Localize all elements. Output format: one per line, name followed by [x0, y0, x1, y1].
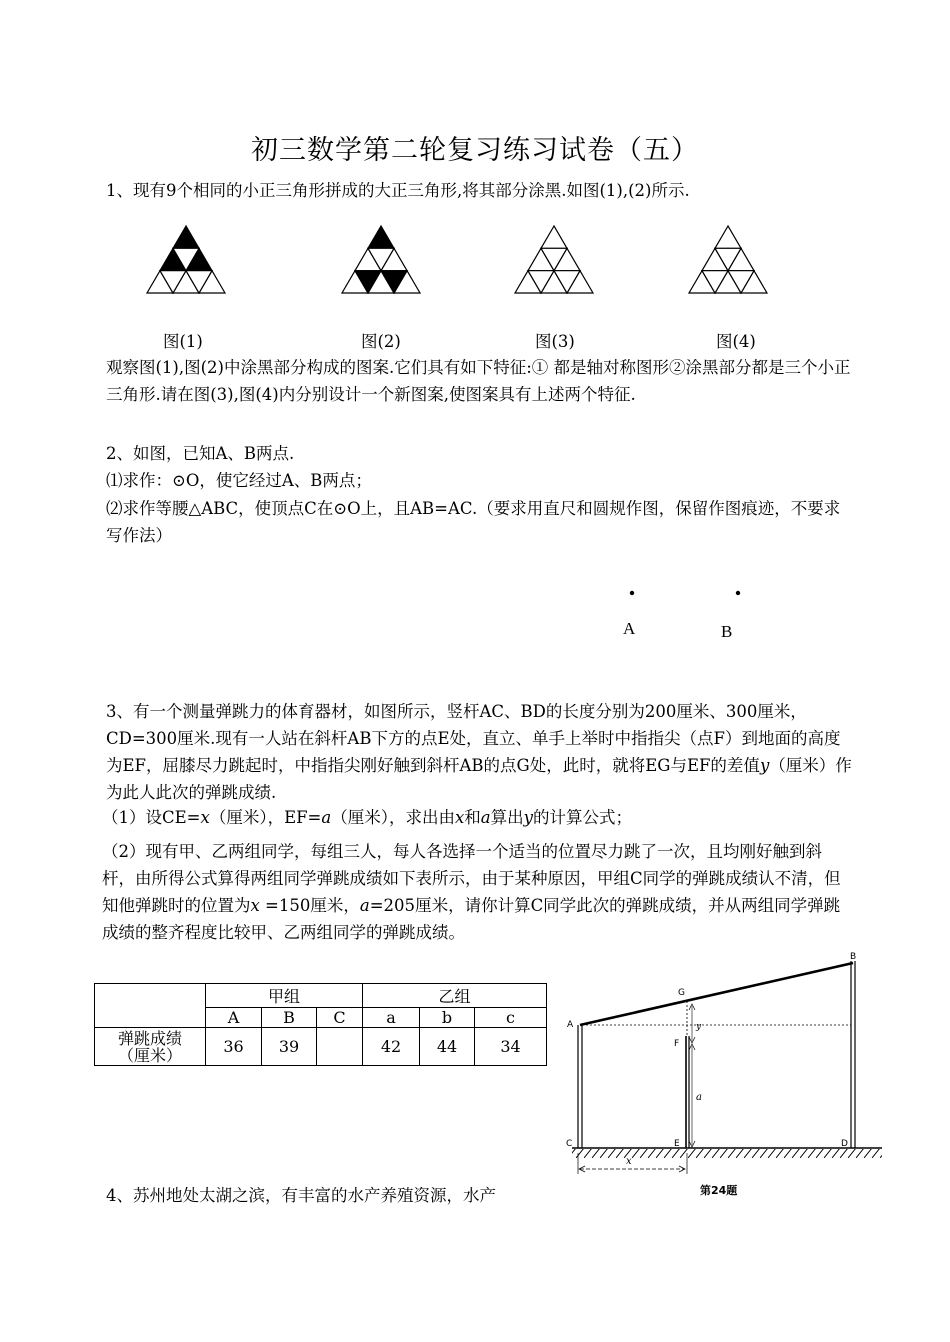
table-cell: 44: [420, 1028, 475, 1066]
table-row-label: [95, 1028, 206, 1066]
q1-figures: [0, 215, 950, 335]
label-a: A: [567, 1020, 574, 1030]
q3-p2-text-a: （2）现有甲、乙两组同学，每组三人，每人各选择一个适当的位置尽力跳了一次，且均刚好触到斜杆，由所得公式算得两组同学弹跳成绩如下表所示，由于某种原因，甲组C同学的弹跳成绩认不清，但知他弹跳时的位置为: [102, 842, 841, 915]
q3-p1-text-a: （1）设CE=: [102, 808, 201, 827]
small-triangle: [541, 226, 567, 248]
q3-intro-text-b: （厘米）作为此人此次的弹跳成绩.: [106, 756, 852, 802]
ground-hatch: [572, 1149, 882, 1158]
label-y: y: [696, 1022, 702, 1032]
label-b: B: [850, 952, 857, 962]
label-e: E: [674, 1139, 680, 1149]
q3-p1-var-x: x: [200, 808, 210, 827]
q2-points: [620, 585, 820, 605]
q3-p1-var-x2: x: [454, 808, 465, 827]
q3-intro-var-y: y: [759, 756, 770, 775]
caption-fig3: 图(3): [535, 332, 575, 351]
q3-p2-x-value: =150: [259, 896, 311, 915]
q3-intro-text-a: 3、有一个测量弹跳力的体育器材，如图所示，竖杆AC、BD的长度分别为200厘米、300厘米，CD=300厘米.现有一人站在斜杆AB下方的点E处，直立、单手上举时中指指尖（点F）到地面的高度为EF，屈膝尽力跳起时，中指指尖刚好触到斜杆AB的点G处，此时，就将EG与EF的差值: [106, 702, 841, 775]
table-col-header: A: [206, 1008, 262, 1028]
q3-p1-text-e: 算出: [490, 808, 524, 827]
label-c: C: [566, 1139, 573, 1149]
q3-p2-a-value: =205: [369, 896, 416, 915]
figure-caption: 第24题: [700, 1184, 738, 1197]
table-cell: [317, 1028, 363, 1066]
q2-intro: 2、如图，已知A、B两点.: [106, 444, 295, 463]
q4-intro: 4、苏州地处太湖之滨，有丰富的水产养殖资源，水产: [106, 1186, 496, 1205]
point-a-label: A: [623, 619, 636, 638]
table-corner-cell: [95, 984, 206, 1028]
table-cell: 42: [363, 1028, 420, 1066]
q3-part1: [102, 808, 632, 828]
q3-p1-text-b: （厘米），EF=: [209, 808, 322, 827]
table-group-yi: 乙组: [363, 984, 547, 1008]
table-col-header: c: [475, 1008, 547, 1028]
q1-body: 观察图(1),图(2)中涂黑部分构成的图案.它们具有如下特征:① 都是轴对称图形②涂黑部分都是三个小正三角形.请在图(3),图(4)内分别设计一个新图案,使图案具有上述两个特征.: [106, 358, 851, 404]
table-group-jia: 甲组: [206, 984, 363, 1008]
label-a-height: a: [696, 1092, 702, 1103]
q1-intro: 1、现有9个相同的小正三角形拼成的大正三角形,将其部分涂黑.如图(1),(2)所示.: [106, 181, 690, 200]
q3-part2: [102, 838, 854, 946]
point-a-dot: [630, 591, 634, 595]
table-col-header: C: [317, 1008, 363, 1028]
caption-fig1: 图(1): [163, 332, 203, 351]
q3-p2-text-b: 厘米，: [310, 896, 360, 915]
point-b-label: B: [721, 622, 733, 641]
row-label-line2: （厘米）: [117, 1045, 182, 1065]
caption-fig4: 图(4): [716, 332, 756, 351]
row-label-line1: 弹跳成绩: [117, 1028, 182, 1048]
label-x: x: [626, 1156, 632, 1167]
q3-p1-var-a: a: [321, 808, 332, 827]
q3-p1-text-f: 的计算公式；: [532, 808, 632, 827]
q3-p1-var-y: y: [523, 808, 533, 827]
slant-bar-ab: [580, 963, 853, 1025]
q3-p1-text-c: （厘米），求出由: [331, 808, 455, 827]
caption-fig2: 图(2): [361, 332, 401, 351]
q3-intro: [106, 698, 854, 806]
small-triangle: [715, 226, 741, 248]
q2-part2: ⑵求作等腰△ABC，使顶点C在⊙O上，且AB=AC.（要求用直尺和圆规作图，保留作图痕迹，不要求写作法）: [106, 499, 841, 545]
q3-p2-var-a: a: [359, 896, 370, 915]
table-cell: 39: [262, 1028, 317, 1066]
label-g: G: [678, 988, 685, 998]
small-triangle: [173, 226, 199, 248]
table-col-header: a: [363, 1008, 420, 1028]
q3-p1-var-a2: a: [480, 808, 491, 827]
label-d: D: [841, 1139, 848, 1149]
q3-p1-text-d: 和: [464, 808, 481, 827]
apparatus-figure: [560, 948, 900, 1208]
page-title: 初三数学第二轮复习练习试卷（五）: [251, 135, 699, 166]
q3-p2-var-x: x: [250, 896, 260, 915]
label-f: F: [674, 1039, 680, 1049]
q3-p2-text-c: 厘米，请你计算C同学此次的弹跳成绩，并从两组同学弹跳成绩的整齐程度比较甲、乙两组同学的弹跳成绩。: [102, 896, 841, 942]
table-col-header: b: [420, 1008, 475, 1028]
table-cell: 36: [206, 1028, 262, 1066]
table-cell: 34: [475, 1028, 547, 1066]
point-b-dot: [736, 591, 740, 595]
small-triangle: [368, 226, 394, 248]
q2-part1: ⑴求作：⊙O，使它经过A、B两点；: [106, 471, 372, 490]
score-table: [94, 983, 547, 1066]
table-col-header: B: [262, 1008, 317, 1028]
